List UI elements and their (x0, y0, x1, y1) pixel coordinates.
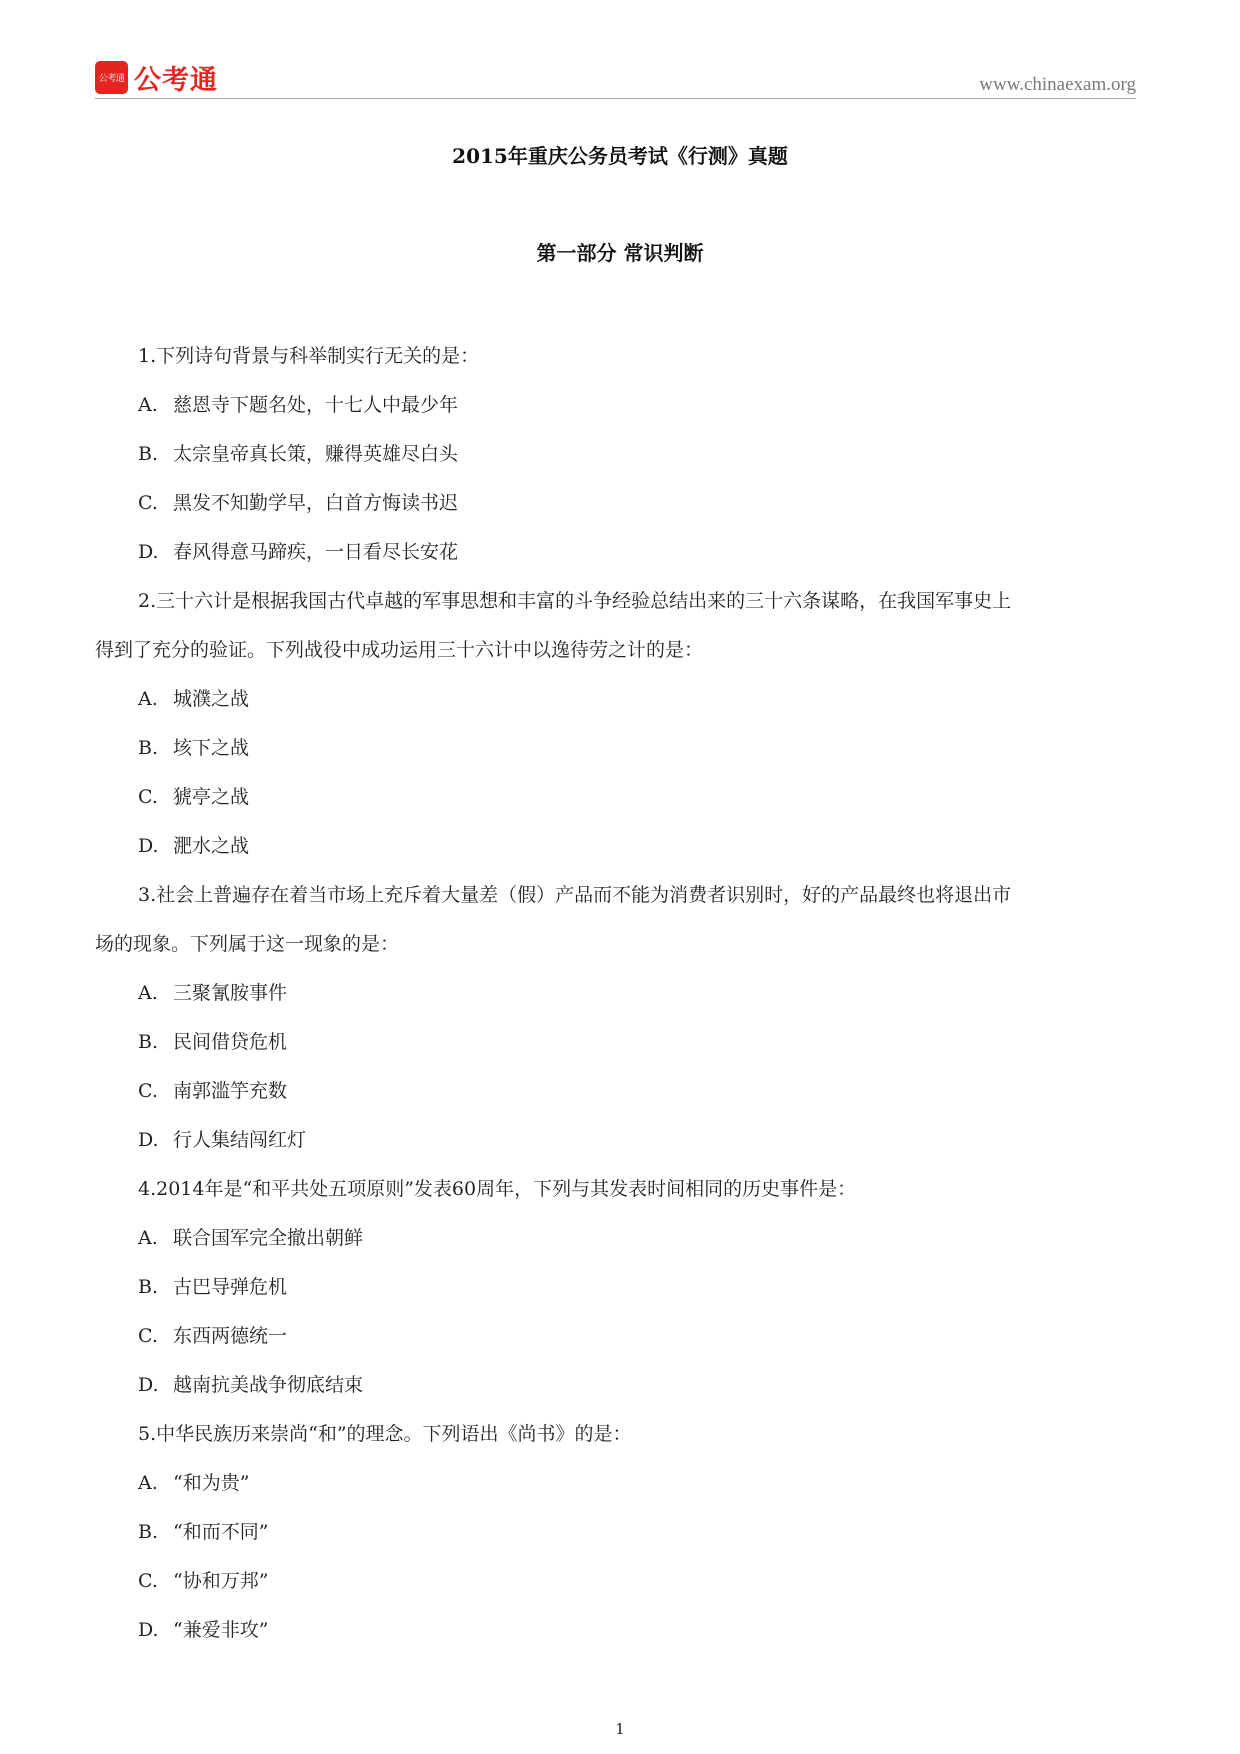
option-text: 猇亭之战 (173, 786, 250, 808)
option-letter: B. (138, 1521, 159, 1543)
question-text: 5.中华民族历来崇尚“和”的理念。下列语出《尚书》的是： (138, 1423, 632, 1445)
option-letter: C. (138, 492, 158, 514)
answer-option (95, 1361, 1145, 1410)
option-text: “和而不同” (173, 1521, 269, 1543)
logo-text: 公考通 (134, 64, 218, 96)
answer-option (95, 822, 1145, 871)
answer-option (95, 1116, 1145, 1165)
option-letter: A. (138, 982, 158, 1004)
option-letter: B. (138, 737, 159, 759)
answer-option (95, 1606, 1145, 1655)
option-letter: A. (138, 688, 158, 710)
option-letter: C. (138, 1080, 158, 1102)
option-letter: D. (138, 835, 159, 857)
option-text: “协和万邦” (173, 1570, 269, 1592)
option-text: 南郭滥竽充数 (173, 1080, 288, 1102)
option-letter: A. (138, 1472, 158, 1494)
answer-option (95, 675, 1145, 724)
option-letter: B. (138, 1031, 159, 1053)
option-text: 城濮之战 (173, 688, 250, 710)
option-text: 太宗皇帝真长策，赚得英雄尽白头 (173, 443, 459, 465)
option-text: 东西两德统一 (173, 1325, 288, 1347)
answer-option (95, 479, 1145, 528)
option-letter: C. (138, 1325, 158, 1347)
answer-option (95, 1557, 1145, 1606)
answer-option (95, 1312, 1145, 1361)
answer-option (95, 430, 1145, 479)
answer-option (95, 1508, 1145, 1557)
option-text: 慈恩寺下题名处，十七人中最少年 (173, 394, 459, 416)
option-text: “和为贵” (173, 1472, 250, 1494)
option-text: 淝水之战 (173, 835, 250, 857)
logo-badge-icon: 公考通 (95, 61, 128, 94)
question-text-continued: 得到了充分的验证。下列战役中成功运用三十六计中以逸待劳之计的是： (95, 639, 704, 661)
logo (95, 60, 218, 94)
option-text: 三聚氰胺事件 (173, 982, 288, 1004)
option-text: 民间借贷危机 (173, 1031, 288, 1053)
option-letter: B. (138, 443, 159, 465)
page-header (95, 56, 1136, 99)
answer-option (95, 773, 1145, 822)
answer-option (95, 1018, 1145, 1067)
answer-option (95, 969, 1145, 1018)
question-text: 2.三十六计是根据我国古代卓越的军事思想和丰富的斗争经验总结出来的三十六条谋略，在我国军事史上 (138, 590, 1012, 612)
answer-option (95, 724, 1145, 773)
answer-option (95, 1459, 1145, 1508)
answer-option (95, 1263, 1145, 1312)
option-text: 黑发不知勤学早，白首方悔读书迟 (173, 492, 459, 514)
section-title: 第一部分 常识判断 (536, 241, 704, 265)
question-text-continued: 场的现象。下列属于这一现象的是： (95, 933, 400, 955)
option-text: 越南抗美战争彻底结束 (173, 1374, 364, 1396)
site-url: www.chinaexam.org (979, 74, 1136, 95)
option-letter: A. (138, 394, 158, 416)
question-text: 3.社会上普遍存在着当市场上充斥着大量差（假）产品而不能为消费者识别时，好的产品最终也将退出市 (138, 884, 1012, 906)
answer-option (95, 1067, 1145, 1116)
option-letter: C. (138, 786, 158, 808)
option-letter: D. (138, 1619, 159, 1641)
option-text: 联合国军完全撤出朝鲜 (173, 1227, 364, 1249)
option-text: “兼爱非攻” (173, 1619, 269, 1641)
option-letter: A. (138, 1227, 158, 1249)
option-letter: B. (138, 1276, 159, 1298)
option-letter: D. (138, 1129, 159, 1151)
option-letter: D. (138, 541, 159, 563)
option-letter: C. (138, 1570, 158, 1592)
answer-option (95, 381, 1145, 430)
answer-option (95, 528, 1145, 577)
option-text: 垓下之战 (173, 737, 250, 759)
question-text: 1.下列诗句背景与科举制实行无关的是： (138, 345, 480, 367)
page-number: 1 (615, 1720, 625, 1738)
option-text: 春风得意马蹄疾，一日看尽长安花 (173, 541, 459, 563)
question-list (95, 332, 1145, 1655)
option-text: 行人集结闯红灯 (173, 1129, 307, 1151)
option-letter: D. (138, 1374, 159, 1396)
answer-option (95, 1214, 1145, 1263)
document-title: 2015年重庆公务员考试《行测》真题 (452, 144, 788, 168)
option-text: 古巴导弹危机 (173, 1276, 288, 1298)
question-text: 4.2014年是“和平共处五项原则”发表60周年，下列与其发表时间相同的历史事件是： (138, 1178, 857, 1200)
